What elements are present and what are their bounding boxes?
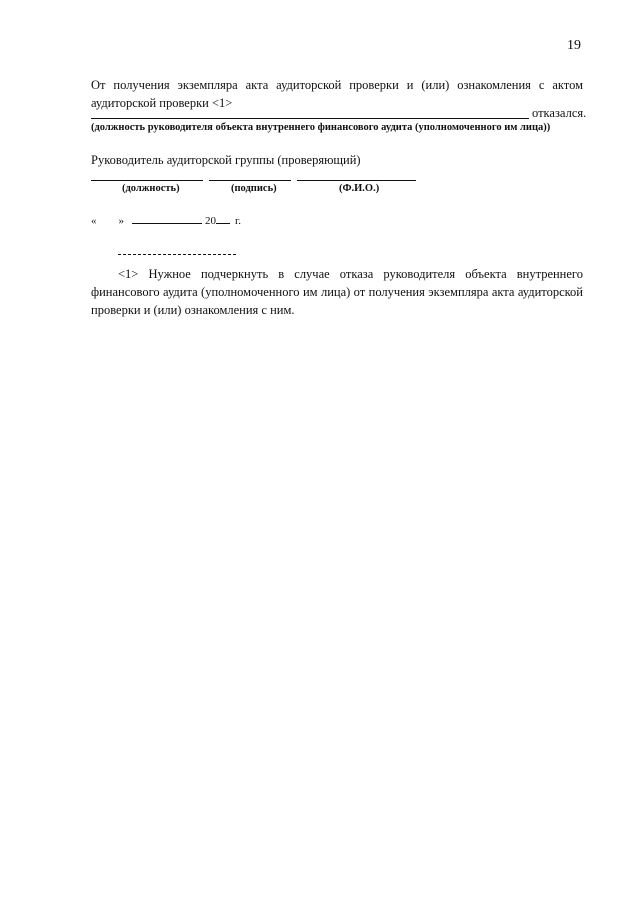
footnote-text: <1> Нужное подчеркнуть в случае отказа руководителя объекта внутреннего финансового аудита (уполномоченного им лица) от получения экземпляра акта аудиторской проверки и (или) ознакомления с ним. xyxy=(91,267,583,317)
fio-caption: (Ф.И.О.) xyxy=(339,183,380,194)
signature-line xyxy=(209,180,291,181)
date-month-line xyxy=(132,213,202,224)
refusal-blank-line xyxy=(91,118,529,119)
refused-word: отказался. xyxy=(532,106,587,120)
date-close-quote: » xyxy=(118,215,124,227)
date-open-quote: « xyxy=(91,215,97,227)
date-year-suffix: г. xyxy=(235,215,242,227)
footnote-separator xyxy=(118,254,236,255)
refusal-caption: (должность руководителя объекта внутреннего финансового аудита (уполномоченного им лица)) xyxy=(91,122,551,133)
footnote xyxy=(91,265,583,319)
date-row xyxy=(91,213,241,227)
statement-text: От получения экземпляра акта аудиторской проверки и (или) ознакомления с актом аудиторской проверки <1> xyxy=(91,78,583,110)
date-year-line xyxy=(216,213,230,224)
leader-title: Руководитель аудиторской группы (проверяющий) xyxy=(91,153,361,167)
position-caption: (должность) xyxy=(122,183,180,194)
page-number: 19 xyxy=(567,38,581,53)
fio-line xyxy=(297,180,416,181)
signature-caption: (подпись) xyxy=(231,183,277,194)
position-line xyxy=(91,180,203,181)
date-year-prefix: 20 xyxy=(205,215,216,227)
